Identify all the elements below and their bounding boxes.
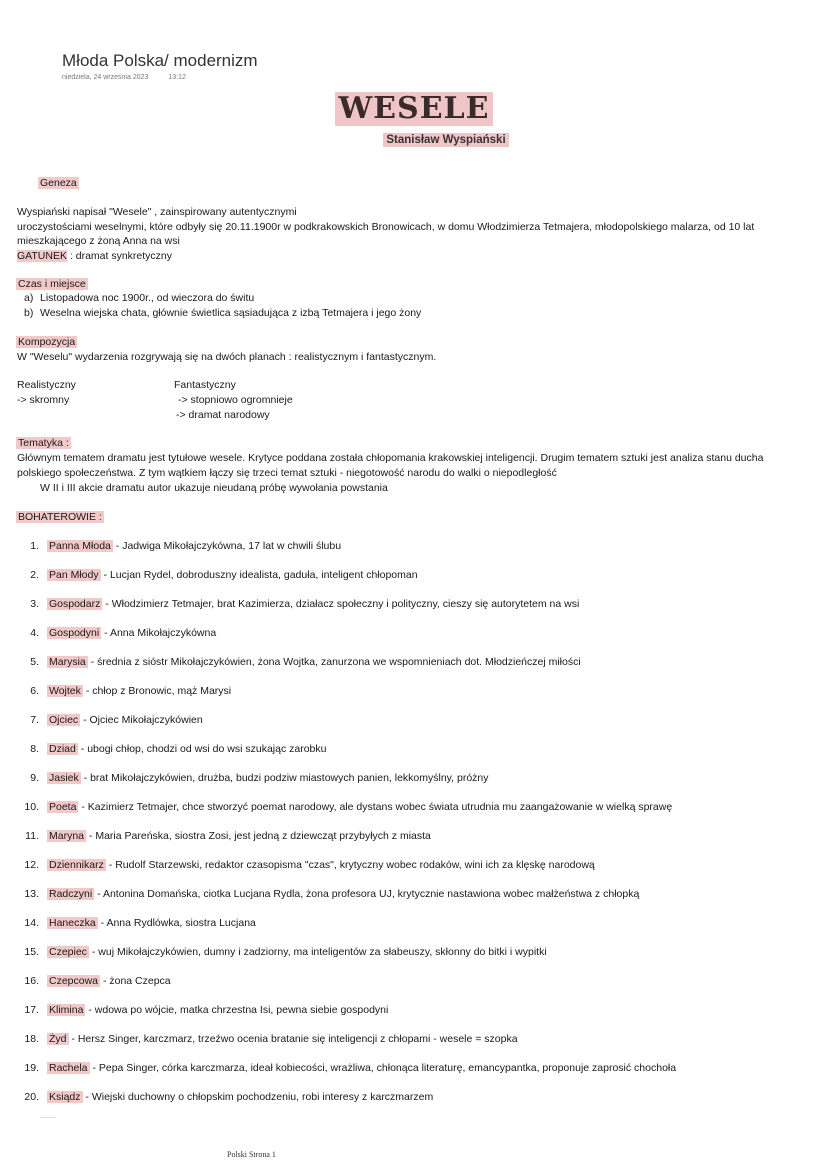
- character-name: Haneczka: [49, 917, 96, 929]
- list-item-number: 3.: [30, 598, 39, 610]
- list-item-number: 19.: [24, 1062, 39, 1074]
- document-title: [0, 92, 828, 126]
- page-title: Młoda Polska/ modernizm: [62, 51, 258, 70]
- character-name: Radczyni: [49, 888, 93, 900]
- character-name: Klimina: [49, 1004, 84, 1016]
- title-wesele: WESELE: [335, 92, 492, 126]
- section-tematyka-heading: Tematyka :: [18, 437, 69, 449]
- character-name: Marysia: [49, 656, 86, 668]
- list-item: [17, 887, 639, 902]
- character-name: Panna Młoda: [49, 540, 111, 552]
- section-bohaterowie-heading: BOHATEROWIE :: [18, 511, 102, 523]
- list-item-number: 12.: [24, 859, 39, 871]
- character-description: - Włodzimierz Tetmajer, brat Kazimierza, działacz społeczny i polityczny, cieszy się autorytetem na wsi: [102, 598, 580, 610]
- character-name: Pan Młody: [49, 569, 99, 581]
- character-name: Żyd: [49, 1033, 67, 1045]
- realistyczny-item: -> skromny: [17, 394, 70, 406]
- character-description: - wuj Mikołajczykówien, dumny i zadziorny, ma inteligentów za słabeuszy, skłonny do bitki i wypitki: [88, 946, 547, 958]
- page-date: niedziela, 24 września 2023: [62, 74, 149, 81]
- list-item: [17, 597, 579, 612]
- list-item-number: 16.: [24, 975, 39, 987]
- character-name: Dziad: [49, 743, 76, 755]
- character-description: - Hersz Singer, karczmarz, trzeźwo ocenia bratanie się inteligencji z chłopami - wesele = szopka: [68, 1033, 518, 1045]
- character-description: - Anna Rydlówka, siostra Lucjana: [97, 917, 256, 929]
- character-name: Jasiek: [49, 772, 79, 784]
- list-item: [17, 655, 581, 670]
- divider: [40, 1117, 56, 1118]
- character-name: Gospodyni: [49, 627, 100, 639]
- list-item-number: 4.: [30, 627, 39, 639]
- kompozycja-text: W "Weselu" wydarzenia rozgrywają się na dwóch planach : realistycznym i fantastycznym.: [17, 351, 437, 363]
- character-name: Czepiec: [49, 946, 87, 958]
- list-item: [17, 1032, 518, 1047]
- geneza-line-1: Wyspiański napisał "Wesele" , zainspirowany autentycznymi: [17, 206, 297, 218]
- list-item: [17, 771, 489, 786]
- list-item-number: 20.: [24, 1091, 39, 1103]
- character-name: Ksiądz: [49, 1091, 81, 1103]
- page-time: 13:12: [168, 74, 186, 81]
- character-description: - Kazimierz Tetmajer, chce stworzyć poemat narodowy, ale dystans wobec świata utrudnia mu zaangażowanie w wielką sprawę: [78, 801, 673, 813]
- character-name: Rachela: [49, 1062, 88, 1074]
- geneza-line-2: uroczystościami weselnymi, które odbyły się 20.11.1900r w podkrakowskich Bronowicach, w domu Włodzimierza Tetmajera, młodopolskiego malarza, od 10 lat mieszkającego z żoną Anna na wsi: [17, 220, 755, 247]
- list-item: [17, 916, 256, 931]
- list-item-number: 13.: [24, 888, 39, 900]
- list-item-number: 10.: [24, 801, 39, 813]
- character-description: - wdowa po wójcie, matka chrzestna Isi, pewna siebie gospodyni: [85, 1004, 389, 1016]
- character-name: Dziennikarz: [49, 859, 104, 871]
- character-name: Maryna: [49, 830, 85, 842]
- list-item: [17, 974, 171, 989]
- list-item: [17, 800, 672, 815]
- list-item-number: 6.: [30, 685, 39, 697]
- character-description: - Lucjan Rydel, dobroduszny idealista, gaduła, inteligent chłopoman: [100, 569, 418, 581]
- list-item: [17, 539, 341, 554]
- gatunek-label: GATUNEK: [17, 249, 67, 262]
- czas-item-b: b) Weselna wiejska chata, głównie świetlica sąsiadująca z izbą Tetmajera i jego żony: [24, 307, 422, 319]
- character-description: - średnia z sióstr Mikołajczykówien, żona Wojtka, zanurzona we wspomnieniach dot. Młodzieńczej miłości: [87, 656, 581, 668]
- list-item: [17, 713, 203, 728]
- list-item: [17, 1090, 433, 1105]
- czas-item-a: a) Listopadowa noc 1900r., od wieczora do świtu: [24, 292, 255, 304]
- fantastyczny-item-2: -> dramat narodowy: [176, 409, 270, 421]
- list-item: [17, 626, 216, 641]
- list-item: [17, 684, 231, 699]
- realistyczny-heading: Realistyczny: [17, 379, 76, 391]
- author-name: Stanisław Wyspiański: [383, 133, 508, 147]
- page-meta: [62, 74, 186, 81]
- section-geneza-heading: Geneza: [40, 177, 77, 189]
- fantastyczny-item-1: -> stopniowo ogromnieje: [178, 394, 293, 406]
- gatunek-text: : dramat synkretyczny: [66, 249, 173, 262]
- list-item: [17, 568, 418, 583]
- character-description: - Antonina Domańska, ciotka Lucjana Rydla, żona profesora UJ, krytycznie nastawiona wobec małżeństwa z chłopką: [94, 888, 640, 900]
- character-description: - Jadwiga Mikołajczykówna, 17 lat w chwili ślubu: [112, 540, 342, 552]
- list-item-number: 18.: [24, 1033, 39, 1045]
- character-name: Poeta: [49, 801, 77, 813]
- section-kompozycja-heading: Kompozycja: [18, 336, 76, 348]
- character-description: - Rudolf Starzewski, redaktor czasopisma "czas", krytyczny wobec rodaków, wini ich za klęskę narodową: [105, 859, 595, 871]
- tematyka-paragraph-2: W II i III akcie dramatu autor ukazuje nieudaną próbę wywołania powstania: [40, 482, 388, 494]
- list-item: [17, 1003, 388, 1018]
- gatunek-line: [17, 249, 807, 264]
- list-item-number: 7.: [30, 714, 39, 726]
- list-item-number: 11.: [25, 830, 39, 842]
- list-item-number: 15.: [24, 946, 39, 958]
- list-item: [17, 945, 547, 960]
- character-description: - brat Mikołajczykówien, drużba, budzi podziw miastowych panien, lekkomyślny, próżny: [80, 772, 489, 784]
- list-item-number: 14.: [24, 917, 39, 929]
- geneza-paragraph: [17, 205, 807, 263]
- character-description: - Ojciec Mikołajczykówien: [80, 714, 203, 726]
- fantastyczny-heading: Fantastyczny: [174, 379, 236, 391]
- character-description: - Maria Pareńska, siostra Zosi, jest jedną z dziewcząt przybyłych z miasta: [86, 830, 431, 842]
- character-name: Ojciec: [49, 714, 79, 726]
- list-item-number: 17.: [24, 1004, 39, 1016]
- character-description: - żona Czepca: [100, 975, 171, 987]
- character-name: Gospodarz: [49, 598, 101, 610]
- list-item-number: 8.: [30, 743, 39, 755]
- character-name: Wojtek: [49, 685, 81, 697]
- list-item-number: 1.: [30, 540, 39, 552]
- character-description: - Wiejski duchowny o chłopskim pochodzeniu, robi interesy z karczmarzem: [82, 1091, 434, 1103]
- document-author: [0, 130, 828, 148]
- character-description: - ubogi chłop, chodzi od wsi do wsi szukając zarobku: [77, 743, 327, 755]
- character-description: - Pepa Singer, córka karczmarza, ideał kobiecości, wrażliwa, chłonąca literaturę, emancypantka, proponuje zaprosić chochoła: [89, 1062, 677, 1074]
- list-item-number: 5.: [30, 656, 39, 668]
- list-item: [17, 829, 431, 844]
- list-item-number: 9.: [30, 772, 39, 784]
- page-footer: Polski Strona 1: [227, 1150, 276, 1159]
- list-item-number: 2.: [30, 569, 39, 581]
- list-item: [17, 742, 327, 757]
- list-item: [17, 858, 595, 873]
- character-name: Czepcowa: [49, 975, 99, 987]
- tematyka-paragraph: Głównym tematem dramatu jest tytułowe wesele. Krytyce poddana została chłopomania krakowskiej inteligencji. Drugim tematem sztuki jest analiza stanu ducha polskiego społeczeństwa. Z tym wątkiem łączy się trzeci temat sztuki - niegotowość narodu do walki o niepodległość: [17, 452, 764, 479]
- list-item: [17, 1061, 676, 1076]
- section-czas-heading: Czas i miejsce: [18, 278, 86, 290]
- character-description: - Anna Mikołajczykówna: [101, 627, 217, 639]
- character-description: - chłop z Bronowic, mąż Marysi: [82, 685, 232, 697]
